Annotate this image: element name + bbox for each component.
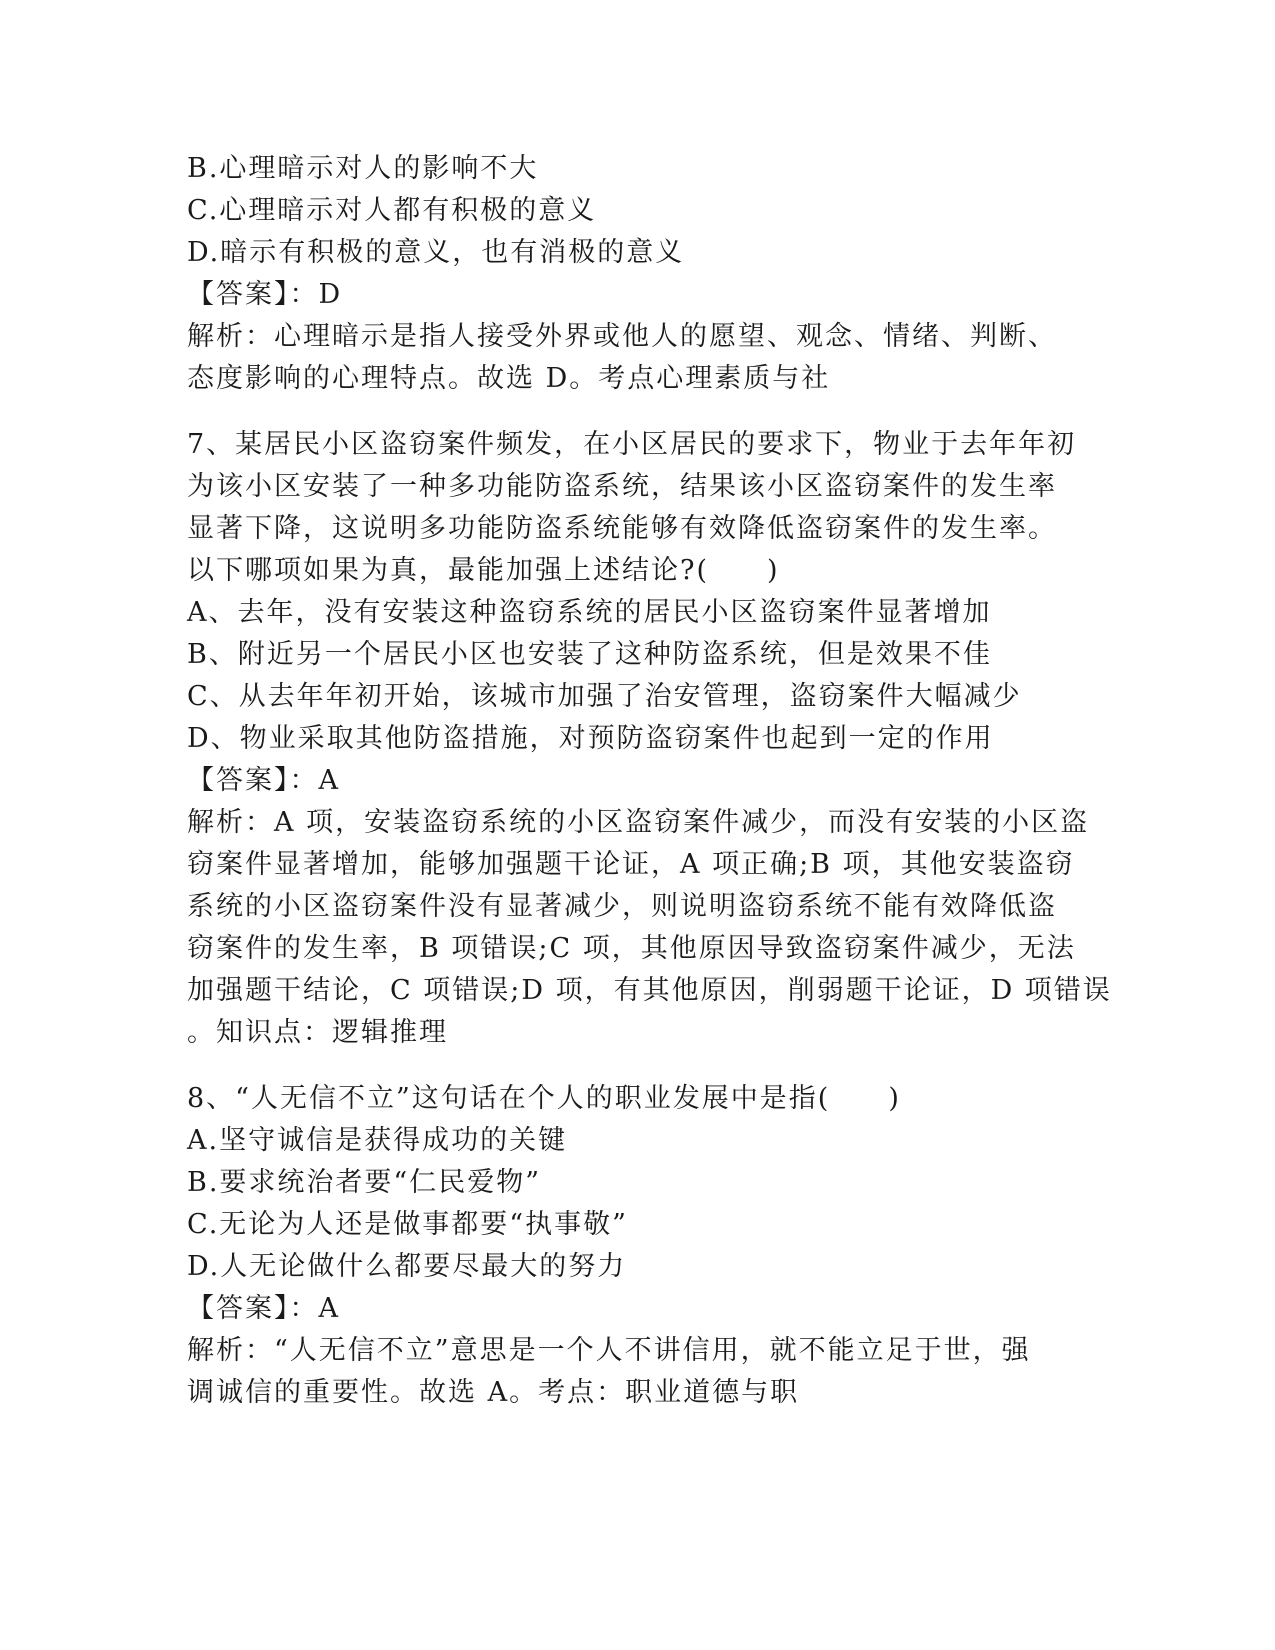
q7-analysis-line: 系统的小区盗窃案件没有显著减少，则说明盗窃系统不能有效降低盗 [187, 891, 1057, 922]
q6-option-d: D.暗示有积极的意义，也有消极的意义 [187, 237, 685, 268]
q8-analysis-line: 解析：“人无信不立”意思是一个人不讲信用，就不能立足于世，强 [187, 1335, 1031, 1366]
q6-analysis-line: 解析：心理暗示是指人接受外界或他人的愿望、观念、情绪、判断、 [187, 321, 1057, 352]
question-7 [187, 424, 1112, 1054]
q7-option-b: B、附近另一个居民小区也安装了这种防盗系统，但是效果不佳 [187, 639, 992, 670]
q7-option-a: A、去年，没有安装这种盗窃系统的居民小区盗窃案件显著增加 [187, 597, 992, 628]
q6-option-c: C.心理暗示对人都有积极的意义 [187, 195, 597, 226]
page-content [187, 148, 1112, 1414]
q7-analysis-line: 解析：A 项，安装盗窃系统的小区盗窃案件减少，而没有安装的小区盗 [187, 807, 1090, 838]
q7-stem-line: 以下哪项如果为真，最能加强上述结论?( ) [187, 555, 780, 586]
q8-option-b: B.要求统治者要“仁民爱物” [187, 1167, 542, 1198]
q7-stem-line: 显著下降，这说明多功能防盗系统能够有效降低盗窃案件的发生率。 [187, 513, 1057, 544]
q7-stem-line: 7、某居民小区盗窃案件频发，在小区居民的要求下，物业于去年年初 [187, 429, 1077, 460]
q7-option-c: C、从去年年初开始，该城市加强了治安管理，盗窃案件大幅减少 [187, 681, 1022, 712]
block-gap [187, 400, 1087, 424]
q7-answer: 【答案】：A [187, 765, 340, 796]
q8-analysis-line: 调诚信的重要性。故选 A。考点：职业道德与职 [187, 1377, 800, 1408]
question-6-tail [187, 148, 1087, 400]
q7-analysis-line: 窃案件显著增加，能够加强题干论证，A 项正确;B 项，其他安装盗窃 [187, 849, 1075, 880]
q6-analysis-line: 态度影响的心理特点。故选 D。考点心理素质与社 [187, 363, 831, 394]
q7-analysis-line: 。知识点：逻辑推理 [187, 1017, 448, 1048]
block-gap [187, 1054, 1087, 1078]
q7-stem-line: 为该小区安装了一种多功能防盗系统，结果该小区盗窃案件的发生率 [187, 471, 1057, 502]
q8-stem: 8、“人无信不立”这句话在个人的职业发展中是指( ) [187, 1083, 901, 1114]
q8-option-c: C.无论为人还是做事都要“执事敬” [187, 1209, 628, 1240]
q7-analysis-line: 加强题干结论，C 项错误;D 项，有其他原因，削弱题干论证，D 项错误 [187, 975, 1112, 1006]
question-8 [187, 1078, 1087, 1414]
q8-option-d: D.人无论做什么都要尽最大的努力 [187, 1251, 627, 1282]
q7-option-d: D、物业采取其他防盗措施，对预防盗窃案件也起到一定的作用 [187, 723, 994, 754]
q6-answer: 【答案】：D [187, 279, 343, 310]
q8-answer: 【答案】：A [187, 1293, 340, 1324]
q8-option-a: A.坚守诚信是获得成功的关键 [187, 1125, 568, 1156]
q6-option-b: B.心理暗示对人的影响不大 [187, 153, 539, 184]
q7-analysis-line: 窃案件的发生率，B 项错误;C 项，其他原因导致盗窃案件减少，无法 [187, 933, 1076, 964]
